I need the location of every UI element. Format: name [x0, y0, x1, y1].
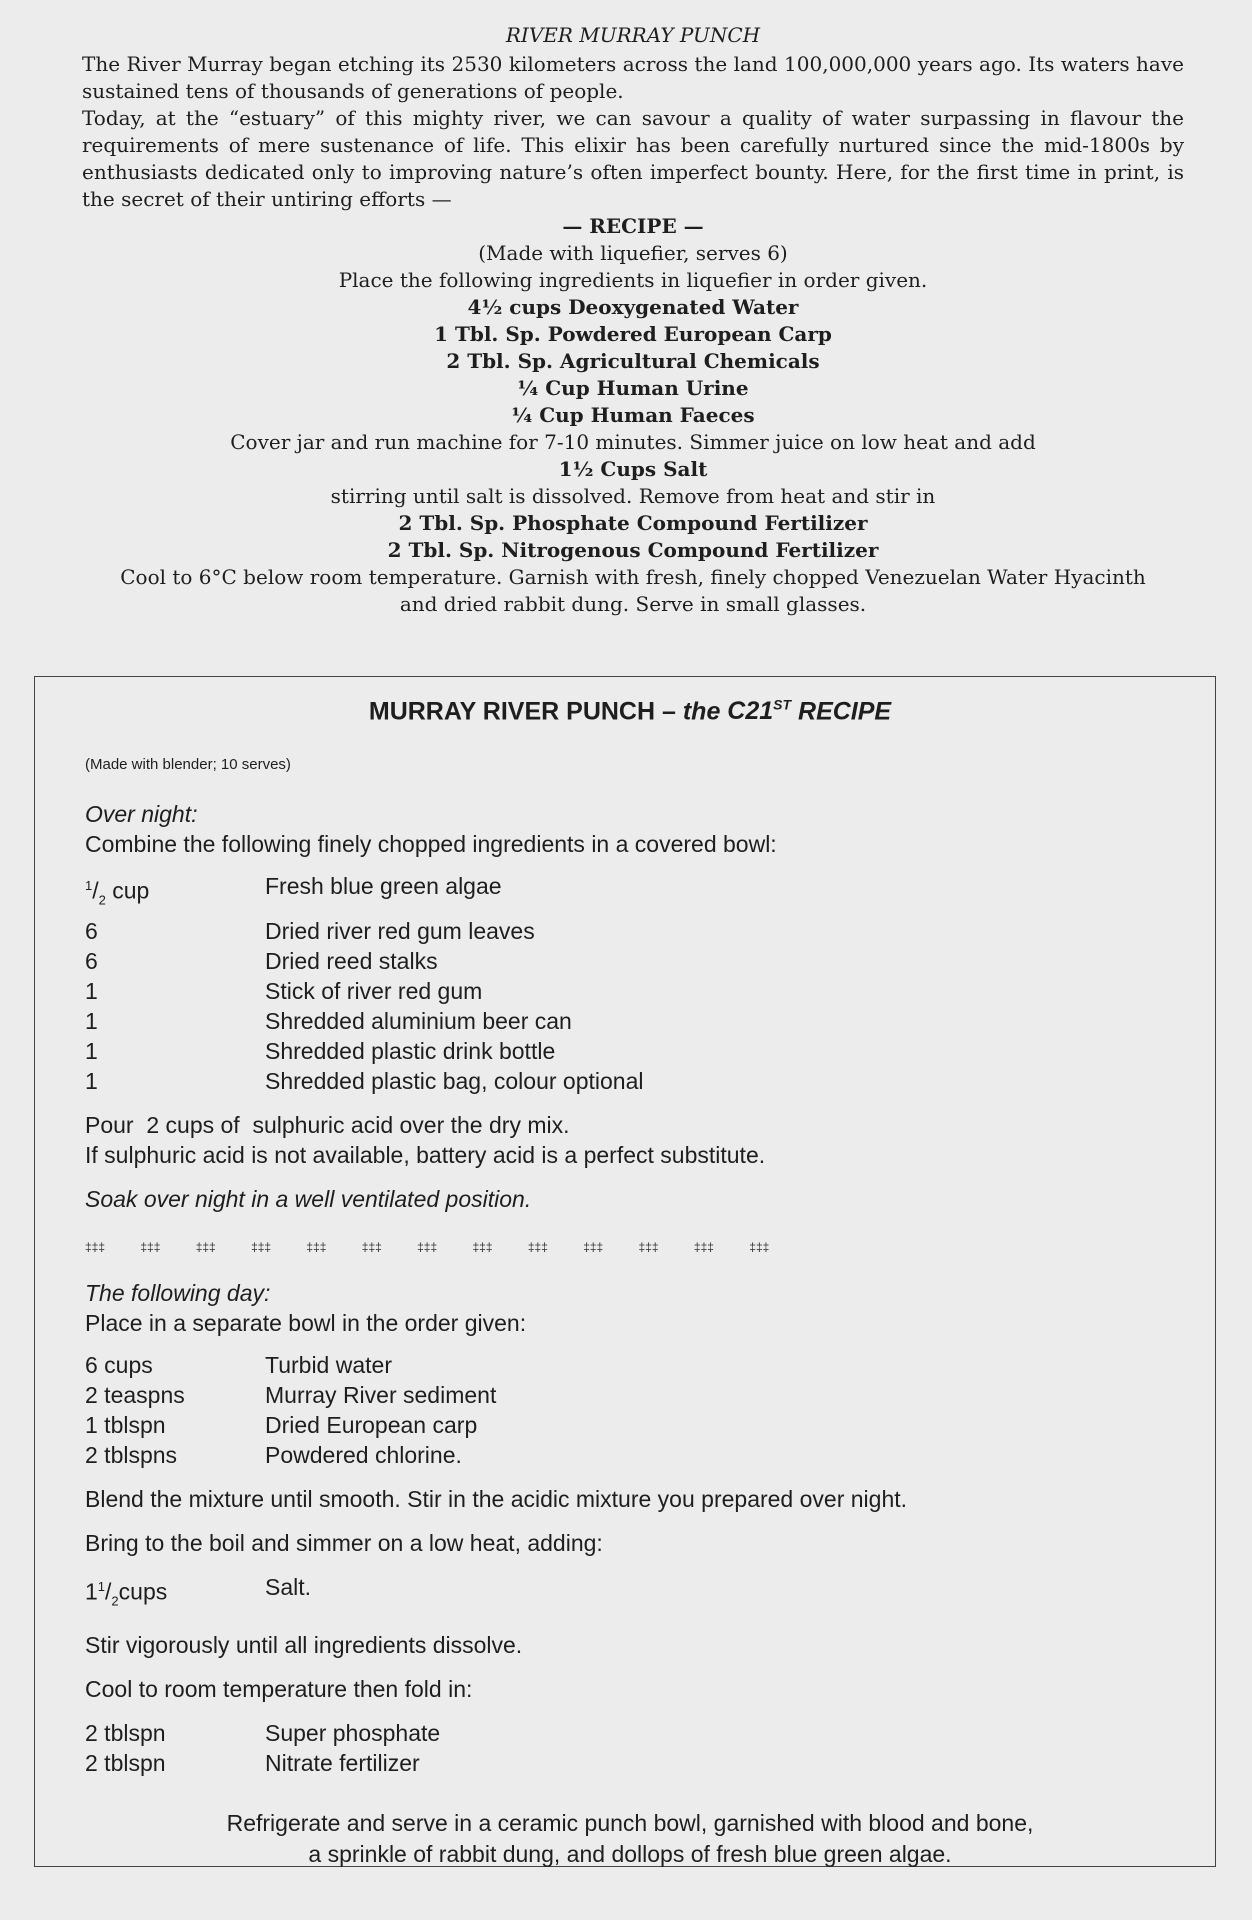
ingredient-item: Dried river red gum leaves	[265, 917, 535, 944]
ingredient-qty: $1^1/_2cups$	[85, 1578, 168, 1608]
section-separator: ‡‡‡ ‡‡‡ ‡‡‡ ‡‡‡ ‡‡‡ ‡‡‡ ‡‡‡ ‡‡‡ ‡‡‡ ‡‡‡ ‡‡‡ ‡‡‡ ‡‡‡	[85, 1239, 770, 1254]
made-with-note: (Made with liquefier, serves 6)	[478, 241, 788, 265]
ingredient-row	[85, 871, 643, 915]
ingredient-qty: 2 tblspn	[85, 1719, 166, 1746]
ingredient-item: Powdered chlorine.	[265, 1441, 462, 1468]
modern-title-main: MURRAY RIVER PUNCH	[368, 697, 656, 726]
ingredient-qty: 1	[85, 977, 98, 1004]
instruction-1: Place the following ingredients in liquefier in order given.	[338, 268, 928, 292]
ingredient-item: Super phosphate	[265, 1719, 441, 1746]
ingredient-row	[85, 1380, 496, 1410]
overnight-ingredients	[85, 871, 643, 1095]
ingredient-line: 2 Tbl. Sp. Phosphate Compound Fertilizer	[398, 511, 868, 535]
modern-recipe-box	[34, 676, 1216, 1867]
salt-line: 1½ Cups Salt	[558, 457, 708, 481]
ingredient-item: Fresh blue green algae	[265, 873, 502, 900]
ingredient-qty: 1	[85, 1007, 98, 1034]
ingredient-row	[85, 1748, 440, 1778]
modern-title-recipe: RECIPE	[798, 697, 892, 726]
modern-title	[85, 697, 1175, 726]
intro-paragraph-1: The River Murray began etching its 2530 kilometers across the land 100,000,000 years ago. Its waters have sustained tens of thousands of generations of people.	[82, 52, 1184, 103]
ingredient-qty: 1	[85, 1067, 98, 1094]
ingredient-row	[85, 916, 643, 946]
closing-text	[85, 1808, 1175, 1870]
ingredient-line: 2 Tbl. Sp. Agricultural Chemicals	[446, 349, 820, 373]
ingredient-item: Shredded plastic bag, colour optional	[265, 1067, 644, 1094]
ingredient-line: 4½ cups Deoxygenated Water	[467, 295, 799, 319]
garnish-line-1: Cool to 6°C below room temperature. Garnish with fresh, finely chopped Venezuelan Water Hyacinth	[120, 565, 1146, 589]
original-title: RIVER MURRAY PUNCH	[505, 23, 761, 47]
ingredient-qty: $^1/_2$ cup	[85, 877, 150, 908]
ingredient-row	[85, 1440, 496, 1470]
ingredient-qty: 2 tblspns	[85, 1441, 178, 1468]
ingredient-line: ¼ Cup Human Urine	[517, 376, 749, 400]
ingredient-item: Shredded aluminium beer can	[265, 1007, 572, 1034]
ingredient-row	[85, 1350, 496, 1380]
ingredient-row	[85, 976, 643, 1006]
ingredient-qty: 1	[85, 1037, 98, 1064]
substitute-note: If sulphuric acid is not available, battery acid is a perfect substitute.	[85, 1141, 766, 1168]
ingredient-row	[85, 1718, 440, 1748]
instruction-3: stirring until salt is dissolved. Remove from heat and stir in	[330, 484, 936, 508]
ingredient-row	[85, 1036, 643, 1066]
boil-instruction: Bring to the boil and simmer on a low heat, adding:	[85, 1529, 603, 1556]
modern-title-st: ST	[773, 697, 792, 713]
blend-instruction: Blend the mixture until smooth. Stir in the acidic mixture you prepared over night.	[85, 1485, 908, 1512]
modern-title-dash: –	[655, 697, 683, 726]
ingredient-item: Dried European carp	[265, 1411, 478, 1438]
ingredient-item: Dried reed stalks	[265, 947, 438, 974]
closing-line-2: a sprinkle of rabbit dung, and dollops of fresh blue green algae.	[308, 1840, 952, 1867]
soak-instruction: Soak over night in a well ventilated position.	[85, 1185, 532, 1212]
ingredient-line: 2 Tbl. Sp. Nitrogenous Compound Fertilizer	[387, 538, 879, 562]
cool-instruction: Cool to room temperature then fold in:	[85, 1675, 473, 1702]
ingredient-line: 1 Tbl. Sp. Powdered European Carp	[434, 322, 832, 346]
next-day-instruction: Place in a separate bowl in the order given:	[85, 1309, 527, 1336]
overnight-instruction: Combine the following finely chopped ingredients in a covered bowl:	[85, 831, 777, 858]
ingredient-item: Nitrate fertilizer	[265, 1749, 420, 1776]
ingredient-qty: 2 tblspn	[85, 1749, 166, 1776]
ingredient-item: Salt.	[265, 1573, 312, 1600]
ingredient-qty: 2 teaspns	[85, 1381, 185, 1408]
ingredient-row	[85, 1572, 311, 1616]
ingredient-item: Turbid water	[265, 1351, 392, 1378]
stir-instruction: Stir vigorously until all ingredients dissolve.	[85, 1631, 523, 1658]
ingredient-qty: 6 cups	[85, 1351, 153, 1378]
pour-instruction: Pour 2 cups of sulphuric acid over the dry mix.	[85, 1111, 570, 1138]
ingredient-item: Murray River sediment	[265, 1381, 497, 1408]
modern-title-c21: C21	[727, 697, 774, 726]
ingredient-item: Shredded plastic drink bottle	[265, 1037, 556, 1064]
overnight-label: Over night:	[85, 801, 198, 828]
ingredient-line: ¼ Cup Human Faeces	[511, 403, 755, 427]
ingredient-row	[85, 1066, 643, 1096]
final-ingredients	[85, 1718, 440, 1778]
ingredient-row	[85, 1006, 643, 1036]
next-day-label: The following day:	[85, 1279, 271, 1306]
garnish-line-2: and dried rabbit dung. Serve in small glasses.	[399, 592, 867, 616]
ingredient-row	[85, 946, 643, 976]
recipe-heading: — RECIPE —	[562, 214, 704, 238]
intro-paragraph-2: Today, at the “estuary” of this mighty river, we can savour a quality of water surpassing in flavour the requirements of mere sustenance of life. This elixir has been carefully nurtured since the mid-1800s by enthusiasts dedicated only to improving nature’s often imperfect bounty. Here, for the first time in print, is the secret of their untiring efforts —	[82, 106, 1184, 211]
day-ingredients	[85, 1350, 496, 1470]
original-recipe	[82, 22, 1184, 618]
salt-ingredient	[85, 1572, 311, 1616]
modern-title-the: the	[682, 697, 721, 726]
ingredient-row	[85, 1410, 496, 1440]
ingredient-qty: 1 tblspn	[85, 1411, 166, 1438]
ingredient-qty: 6	[85, 917, 98, 944]
ingredient-qty: 6	[85, 947, 98, 974]
closing-line-1: Refrigerate and serve in a ceramic punch bowl, garnished with blood and bone,	[226, 1809, 1034, 1836]
ingredient-item: Stick of river red gum	[265, 977, 483, 1004]
modern-made-with: (Made with blender; 10 serves)	[85, 756, 291, 774]
instruction-2: Cover jar and run machine for 7-10 minutes. Simmer juice on low heat and add	[230, 430, 1036, 454]
